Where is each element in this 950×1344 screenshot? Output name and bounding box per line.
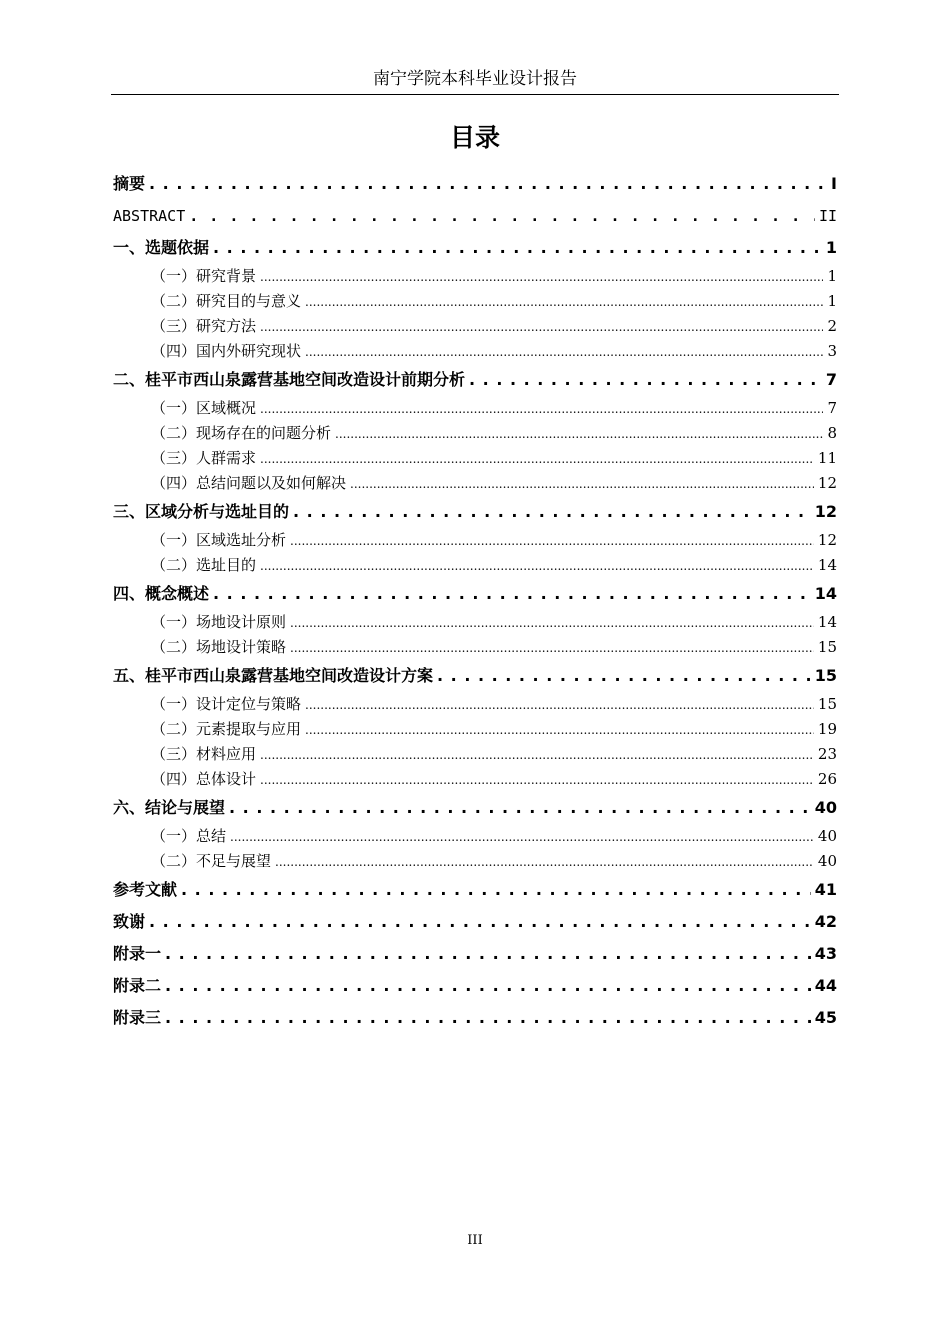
- toc-entry-section[interactable]: [113, 692, 837, 717]
- toc-entry-title: 六、结论与展望: [113, 798, 226, 817]
- toc-leader-dots: [149, 168, 827, 200]
- toc-leader-dots: [290, 610, 814, 636]
- toc-leader-dots: [260, 446, 814, 472]
- toc-leader-dots: [213, 578, 811, 610]
- toc-entry-title: （一）总结: [151, 827, 227, 845]
- toc-leader-dots: [189, 200, 815, 232]
- toc-entry-title: 二、桂平市西山泉露营基地空间改造设计前期分析: [113, 370, 466, 389]
- toc-entry-section[interactable]: [113, 635, 837, 660]
- toc-entry-page: 42: [814, 912, 837, 931]
- toc-entry-page: 11: [817, 449, 837, 467]
- toc-entry-page: 45: [814, 1008, 837, 1027]
- toc-entry-title: 附录三: [113, 1008, 162, 1027]
- toc-entry-chapter[interactable]: [113, 792, 837, 824]
- toc-entry-section[interactable]: [113, 528, 837, 553]
- toc-entry-title: （二）不足与展望: [151, 852, 272, 870]
- toc-entry-section[interactable]: [113, 314, 837, 339]
- toc-entry-chapter[interactable]: [113, 200, 837, 232]
- toc-leader-dots: [230, 824, 814, 850]
- toc-entry-chapter[interactable]: [113, 874, 837, 906]
- toc-entry-title: 三、区域分析与选址目的: [113, 502, 290, 521]
- toc-leader-dots: [260, 742, 814, 768]
- toc-entry-title: 附录一: [113, 944, 162, 963]
- toc-leader-dots: [350, 471, 814, 497]
- toc-entry-title: （二）选址目的: [151, 556, 257, 574]
- toc-leader-dots: [305, 289, 823, 315]
- toc-entry-page: 43: [814, 944, 837, 963]
- toc-leader-dots: [165, 970, 811, 1002]
- toc-entry-chapter[interactable]: [113, 938, 837, 970]
- toc-entry-title: 一、选题依据: [113, 238, 210, 257]
- toc-entry-page: 14: [814, 584, 837, 603]
- toc-leader-dots: [260, 553, 814, 579]
- toc-entry-title: （二）研究目的与意义: [151, 292, 302, 310]
- toc-entry-chapter[interactable]: [113, 364, 837, 396]
- toc-entry-title: 摘要: [113, 174, 146, 193]
- toc-entry-page: 14: [817, 613, 837, 631]
- toc-leader-dots: [213, 232, 822, 264]
- toc-entry-title: （一）区域选址分析: [151, 531, 287, 549]
- toc-entry-section[interactable]: [113, 289, 837, 314]
- toc-entry-page: 23: [817, 745, 837, 763]
- toc-title: 目录: [449, 123, 500, 152]
- toc-entry-page: II: [818, 207, 837, 225]
- toc-leader-dots: [305, 339, 823, 365]
- toc-entry-title: 致谢: [113, 912, 146, 931]
- toc-leader-dots: [305, 717, 814, 743]
- toc-entry-page: I: [831, 174, 837, 193]
- table-of-contents: [113, 168, 837, 1034]
- toc-entry-section[interactable]: [113, 446, 837, 471]
- toc-entry-title: （一）区域概况: [151, 399, 257, 417]
- toc-entry-title: （一）场地设计原则: [151, 613, 287, 631]
- toc-entry-title: （四）国内外研究现状: [151, 342, 302, 360]
- toc-entry-chapter[interactable]: [113, 660, 837, 692]
- toc-entry-title: ABSTRACT: [113, 207, 186, 225]
- toc-entry-chapter[interactable]: [113, 970, 837, 1002]
- toc-entry-page: 7: [827, 399, 837, 417]
- toc-entry-title: 参考文献: [113, 880, 178, 899]
- page-number: III: [467, 1233, 483, 1248]
- toc-entry-section[interactable]: [113, 717, 837, 742]
- toc-leader-dots: [335, 421, 823, 447]
- toc-leader-dots: [229, 792, 811, 824]
- toc-leader-dots: [305, 692, 814, 718]
- toc-entry-chapter[interactable]: [113, 578, 837, 610]
- toc-leader-dots: [260, 314, 823, 340]
- toc-leader-dots: [293, 496, 811, 528]
- toc-entry-section[interactable]: [113, 421, 837, 446]
- toc-entry-page: 44: [814, 976, 837, 995]
- toc-entry-page: 40: [817, 827, 837, 845]
- toc-leader-dots: [181, 874, 811, 906]
- toc-entry-page: 8: [827, 424, 837, 442]
- toc-leader-dots: [290, 635, 814, 661]
- toc-entry-section[interactable]: [113, 610, 837, 635]
- toc-entry-chapter[interactable]: [113, 168, 837, 200]
- toc-leader-dots: [290, 528, 814, 554]
- toc-entry-section[interactable]: [113, 471, 837, 496]
- toc-entry-title: （三）材料应用: [151, 745, 257, 763]
- toc-entry-title: （一）研究背景: [151, 267, 257, 285]
- toc-entry-page: 15: [817, 638, 837, 656]
- toc-leader-dots: [260, 264, 823, 290]
- toc-entry-section[interactable]: [113, 767, 837, 792]
- toc-entry-page: 14: [817, 556, 837, 574]
- toc-entry-page: 40: [814, 798, 837, 817]
- toc-entry-page: 1: [827, 267, 837, 285]
- toc-entry-page: 3: [827, 342, 837, 360]
- toc-leader-dots: [165, 938, 811, 970]
- toc-entry-chapter[interactable]: [113, 1002, 837, 1034]
- toc-entry-page: 41: [814, 880, 837, 899]
- toc-entry-page: 12: [814, 502, 837, 521]
- toc-entry-title: （三）人群需求: [151, 449, 257, 467]
- toc-entry-page: 12: [817, 531, 837, 549]
- toc-entry-section[interactable]: [113, 849, 837, 874]
- toc-entry-section[interactable]: [113, 264, 837, 289]
- toc-entry-page: 40: [817, 852, 837, 870]
- toc-entry-title: （三）研究方法: [151, 317, 257, 335]
- toc-entry-section[interactable]: [113, 742, 837, 767]
- toc-entry-section[interactable]: [113, 396, 837, 421]
- toc-leader-dots: [275, 849, 814, 875]
- toc-entry-title: （二）场地设计策略: [151, 638, 287, 656]
- toc-leader-dots: [437, 660, 811, 692]
- toc-entry-chapter[interactable]: [113, 232, 837, 264]
- toc-entry-page: 15: [814, 666, 837, 685]
- toc-entry-page: 1: [827, 292, 837, 310]
- toc-entry-page: 26: [817, 770, 837, 788]
- toc-entry-page: 7: [825, 370, 837, 389]
- toc-entry-section[interactable]: [113, 339, 837, 364]
- toc-leader-dots: [469, 364, 822, 396]
- toc-entry-section[interactable]: [113, 553, 837, 578]
- toc-leader-dots: [149, 906, 811, 938]
- toc-entry-title: 附录二: [113, 976, 162, 995]
- toc-entry-page: 19: [817, 720, 837, 738]
- toc-entry-title: 四、概念概述: [113, 584, 210, 603]
- header-divider: [111, 94, 839, 95]
- toc-leader-dots: [165, 1002, 811, 1034]
- toc-entry-chapter[interactable]: [113, 496, 837, 528]
- toc-entry-page: 1: [825, 238, 837, 257]
- toc-entry-title: 五、桂平市西山泉露营基地空间改造设计方案: [113, 666, 434, 685]
- toc-entry-title: （二）元素提取与应用: [151, 720, 302, 738]
- toc-entry-title: （四）总体设计: [151, 770, 257, 788]
- toc-entry-title: （四）总结问题以及如何解决: [151, 474, 347, 492]
- page-header: 南宁学院本科毕业设计报告: [373, 69, 577, 89]
- toc-leader-dots: [260, 767, 814, 793]
- toc-entry-section[interactable]: [113, 824, 837, 849]
- toc-entry-page: 2: [827, 317, 837, 335]
- toc-leader-dots: [260, 396, 823, 422]
- toc-entry-page: 15: [817, 695, 837, 713]
- toc-entry-page: 12: [817, 474, 837, 492]
- toc-entry-title: （一）设计定位与策略: [151, 695, 302, 713]
- toc-entry-chapter[interactable]: [113, 906, 837, 938]
- toc-entry-title: （二）现场存在的问题分析: [151, 424, 332, 442]
